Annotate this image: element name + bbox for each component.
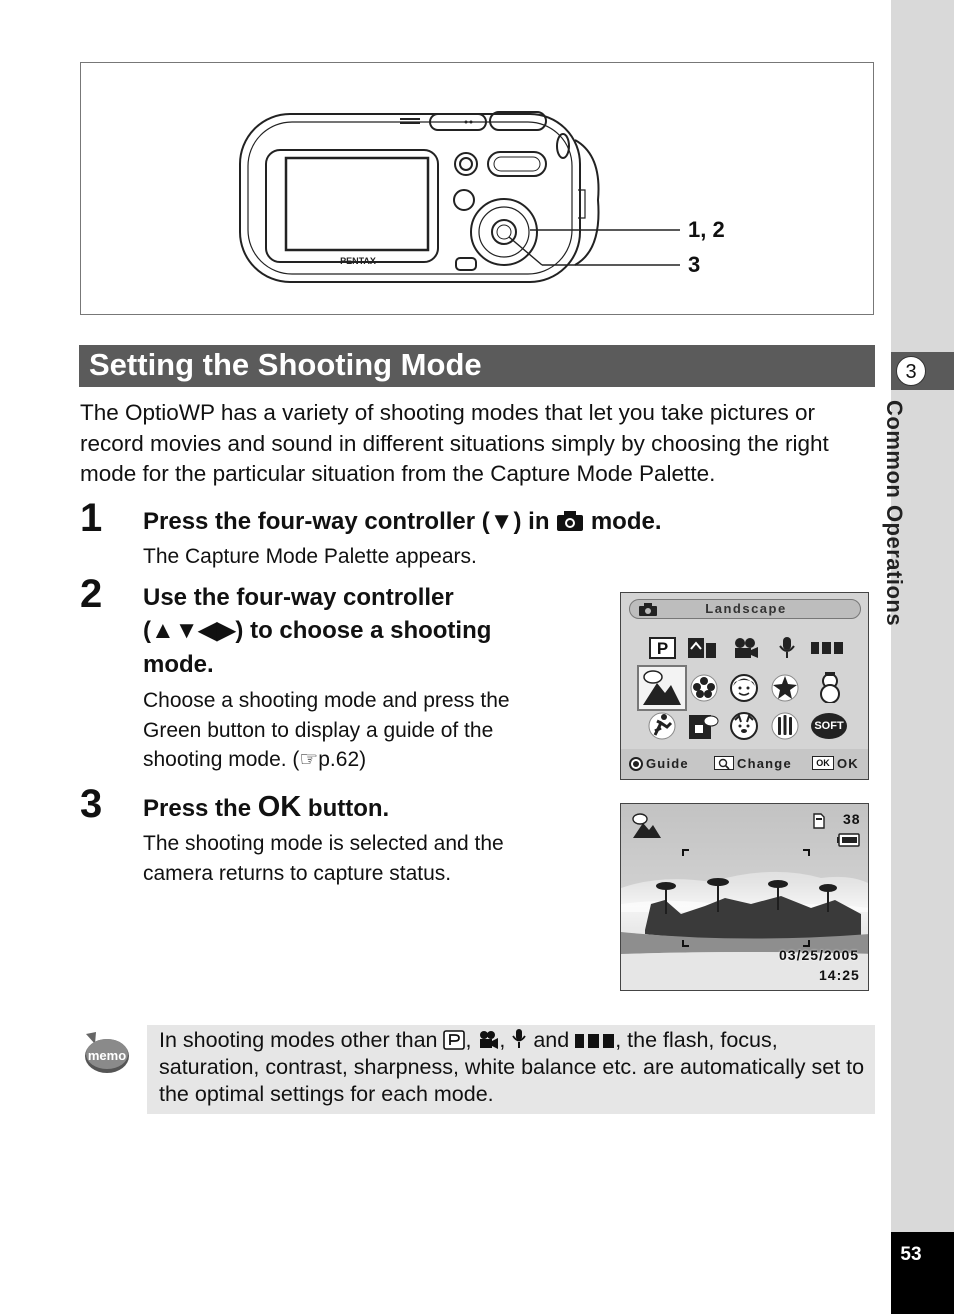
- memo-separator-1: ,: [465, 1028, 478, 1052]
- movie-mode-inline-icon: [477, 1030, 499, 1050]
- landscape-mode-indicator-icon: [631, 812, 663, 840]
- memo-text-start: In shooting modes other than: [159, 1028, 444, 1052]
- zoom-key-icon: [714, 756, 734, 770]
- focus-frame: [681, 848, 811, 948]
- ok-key-icon: OK: [812, 756, 834, 770]
- step-2-title-line-1: Use the four-way controller: [143, 584, 454, 611]
- side-strip: [891, 0, 954, 1314]
- step-3-title-end: button.: [301, 795, 390, 822]
- step-3-body-line-2: camera returns to capture status.: [143, 862, 452, 885]
- page-number: 53: [900, 1244, 922, 1265]
- snow-mode-icon: [813, 671, 847, 703]
- food-mode-icon: [769, 711, 801, 741]
- program-mode-inline-icon: [443, 1030, 465, 1050]
- camera-icon: [639, 603, 657, 616]
- movie-mode-icon: [731, 637, 759, 659]
- ok-glyph: OK: [257, 791, 302, 823]
- shots-remaining: 38: [843, 811, 861, 827]
- pet-mode-icon: [729, 711, 759, 741]
- ok-label: OK: [837, 756, 859, 771]
- voice-recording-icon: [777, 636, 797, 660]
- step-1-title-end: mode.: [584, 508, 662, 535]
- step-1-title-text: Press the four-way controller (▼) in: [143, 508, 557, 535]
- callout-label-3: 3: [688, 252, 701, 277]
- camera-brand-label: PENTAX: [340, 256, 376, 266]
- step-3-title: [143, 791, 389, 825]
- step-3-number: 3: [80, 782, 103, 826]
- flower-mode-icon: [689, 673, 719, 703]
- memo-and: and: [527, 1028, 576, 1052]
- intro-paragraph: The OptioWP has a variety of shooting modes that let you take pictures or record movies and sound in different situations simply by choosing the right mode for the particular situation from the Capture Mode Palette.: [80, 400, 829, 486]
- memo-separator-2: ,: [499, 1028, 512, 1052]
- capture-mode-palette-screen: [620, 592, 869, 780]
- landscape-mode-icon: [641, 669, 683, 707]
- chapter-number: 3: [896, 356, 926, 386]
- guide-label: Guide: [646, 756, 689, 771]
- step-1-body: The Capture Mode Palette appears.: [143, 545, 477, 568]
- step-2-number: 2: [80, 572, 103, 616]
- memory-card-icon: [813, 813, 825, 829]
- battery-icon: [837, 833, 861, 847]
- section-title: Setting the Shooting Mode: [89, 347, 482, 382]
- change-label: Change: [737, 756, 792, 771]
- surf-and-snow-icon: [769, 673, 801, 703]
- capture-status-screen: [620, 803, 869, 991]
- step-1-number: 1: [80, 496, 103, 540]
- memo-text: [159, 1027, 871, 1108]
- picture-mode-icon: [687, 637, 717, 659]
- step-2-body-line-2: Green button to display a guide of the: [143, 719, 494, 742]
- panorama-assist-icon: [811, 640, 843, 656]
- memo-icon: [80, 1030, 130, 1076]
- sport-mode-icon: [647, 711, 677, 741]
- camera-mode-icon: [556, 510, 584, 532]
- callout-label-1-2: 1, 2: [688, 217, 725, 242]
- capture-date: 03/25/2005: [779, 947, 860, 963]
- step-1-title: [143, 505, 662, 538]
- camera-illustration: [230, 100, 750, 290]
- step-2-body-line-3: shooting mode. (☞p.62): [143, 748, 367, 771]
- voice-recording-inline-icon: [511, 1028, 527, 1050]
- capture-time: 14:25: [819, 967, 860, 983]
- memo-text-end: , the flash, focus, saturation, contrast, sharpness, white balance etc. are automatically set to the optimal settings for each mode.: [159, 1028, 865, 1106]
- panorama-assist-inline-icon: [575, 1032, 615, 1050]
- step-3-title-text: Press the: [143, 795, 258, 822]
- step-2-body-line-1: Choose a shooting mode and press the: [143, 689, 510, 712]
- step-2-title-line-2: (▲▼◀▶) to choose a shooting: [143, 617, 492, 644]
- green-button-icon: [629, 757, 643, 771]
- step-2-title-line-3: mode.: [143, 651, 214, 678]
- soft-mode-icon: SOFT: [811, 713, 847, 739]
- night-scene-icon: [687, 711, 719, 741]
- mode-name-label: Landscape: [705, 601, 787, 616]
- memo-icon-label: memo: [87, 1048, 127, 1063]
- program-mode-icon: P: [649, 637, 676, 659]
- step-3-body-line-1: The shooting mode is selected and the: [143, 832, 504, 855]
- portrait-mode-icon: [729, 673, 759, 703]
